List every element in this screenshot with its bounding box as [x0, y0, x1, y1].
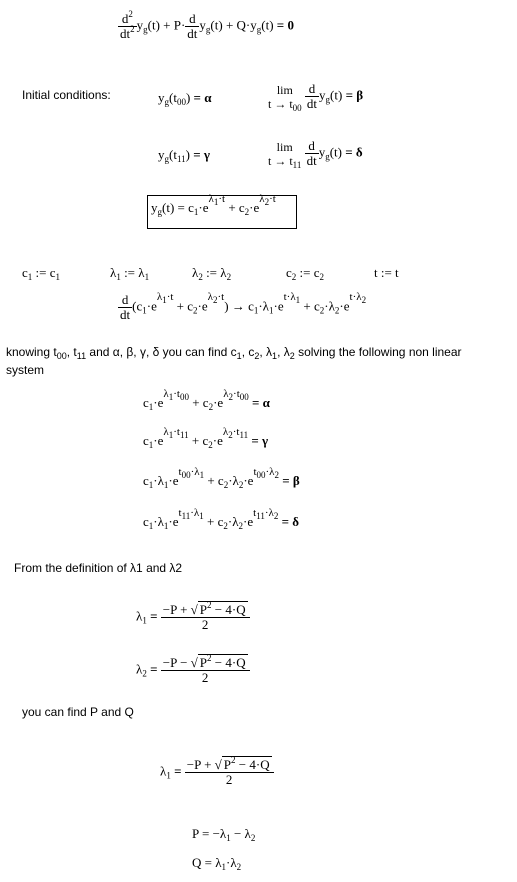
- radical-icon: √: [190, 655, 198, 670]
- derivative-operator: $\frac{d}{dt}$: [187, 11, 198, 41]
- radical-icon: √: [214, 757, 222, 772]
- knowing-line2: system: [6, 363, 45, 377]
- system-eq2: $c_1\cdot e^{\lambda_1\cdot t_{11}} + c_2\cdot e^{\lambda_2\cdot t_{11}} = \gamma$: [143, 426, 269, 450]
- ic-row1-value: $y_g(t_{00}) = \alpha$: [158, 90, 212, 107]
- def-c1: $c_1$ := $c_1$: [22, 265, 60, 282]
- q-equation: $Q = \lambda_1\cdot\lambda_2$: [192, 855, 242, 872]
- def-t: t := t: [374, 265, 399, 280]
- system-eq3: $c_1\cdot\lambda_1\cdot e^{t_{00}\cdot\lambda_1} + c_2\cdot\lambda_2\cdot e^{t_{00}\cdot\lambda_2} = \beta$: [143, 466, 300, 490]
- final-lambda1: $\lambda_1$ = $\frac{-P + √ P^2 - 4\cdot Q}{2}$: [160, 758, 274, 787]
- p-equation: $P = -\lambda_1 - \lambda_2$: [192, 826, 256, 843]
- lambda1-definition: $\lambda_1$ = $\frac{-P + √ P^2 - 4\cdot Q}{2}$: [136, 603, 250, 632]
- derivative-equation: $\frac{d}{dt}$ $(c_1\cdot e^{\lambda_1\cdot t} + c_2\cdot e^{\lambda_2\cdot t}) \to c_1\cdot\lambda_1\cdot e^{t\cdot\lambda_1} + c_2\cdot\lambda_2\cdot e^{t\cdot\lambda_2}$: [120, 291, 367, 322]
- ic-row2-derivative: lim $t \to t_{11}$ $\frac{d}{dt}$ $y_g(t) = \delta$: [268, 138, 363, 170]
- knowing-line1: knowing $t_{00}$, $t_{11}$ and α, β, γ, δ you can find $c_1$, $c_2$, $\lambda_1$, $\lambda_2$ solving the following non linear: [6, 345, 462, 361]
- def-lambda2: $\lambda_2$ := $\lambda_2$: [192, 265, 232, 282]
- ic-row1-derivative: lim $t \to t_{00}$ $\frac{d}{dt}$ $y_g(t) = \beta$: [268, 81, 364, 113]
- initial-conditions-label: Initial conditions:: [22, 88, 111, 102]
- from-definition-text: From the definition of λ1 and λ2: [14, 561, 183, 575]
- limit-operator: lim $t \to t_{11}$: [268, 139, 302, 170]
- system-eq1: $c_1\cdot e^{\lambda_1\cdot t_{00}} + c_2\cdot e^{\lambda_2\cdot t_{00}} = \alpha$: [143, 388, 270, 412]
- general-solution: $y_g(t) = c_1\cdot e^{\lambda_1\cdot t} + c_2\cdot e^{\lambda_2\cdot t}$: [151, 193, 276, 217]
- find-pq-text: you can find P and Q: [22, 705, 134, 719]
- system-eq4: $c_1\cdot\lambda_1\cdot e^{t_{11}\cdot\lambda_1} + c_2\cdot\lambda_2\cdot e^{t_{11}\cdot\lambda_2} = \delta$: [143, 507, 300, 531]
- radical-icon: √: [190, 602, 198, 617]
- ic-row2-value: $y_g(t_{11}) = \gamma$: [158, 147, 210, 164]
- ode-equation: $\frac{d^2}{dt^2}$ $y_g(t) + P\cdot$ $\frac{d}{dt}$ $y_g(t) + Q\cdot y_g(t) = 0$: [120, 9, 294, 41]
- def-lambda1: $\lambda_1$ := $\lambda_1$: [110, 265, 150, 282]
- limit-operator: lim $t \to t_{00}$: [268, 82, 302, 113]
- lambda2-definition: $\lambda_2$ = $\frac{-P - √ P^2 - 4\cdot Q}{2}$: [136, 656, 250, 685]
- second-derivative-operator: $\frac{d^2}{dt^2}$: [120, 9, 135, 41]
- def-c2: $c_2$ := $c_2$: [286, 265, 324, 282]
